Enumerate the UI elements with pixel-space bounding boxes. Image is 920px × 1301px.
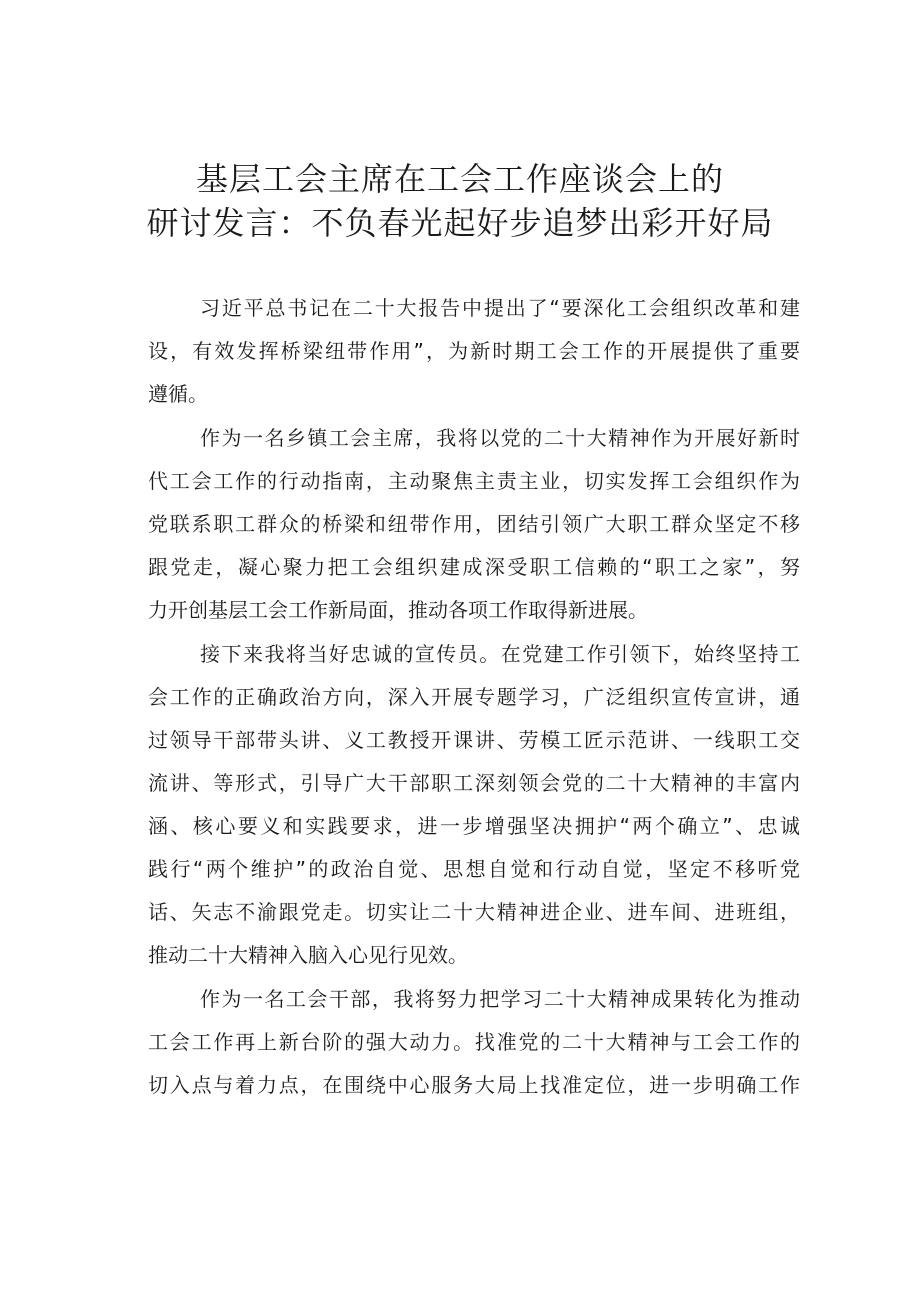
paragraph-2-line-3: 党联系职工群众的桥梁和纽带作用，团结引领广大职工群众坚定不移 (148, 512, 800, 536)
document-title-line-1: 基层工会主席在工会工作座谈会上的 (195, 160, 724, 198)
paragraph-1-line-2: 设，有效发挥桥梁纽带作用”，为新时期工会工作的开展提供了重要 (148, 339, 800, 363)
paragraph-4-line-2: 工会工作再上新台阶的强大动力。找准党的二十大精神与工会工作的 (148, 1030, 800, 1054)
paragraph-3-line-8: 推动二十大精神入脑入心见行见效。 (148, 943, 468, 967)
paragraph-2-line-4: 跟党走，凝心聚力把工会组织建成深受职工信赖的“职工之家”，努 (148, 555, 800, 579)
paragraph-3-line-7: 话、矢志不渝跟党走。切实让二十大精神进企业、进车间、进班组， (148, 900, 800, 924)
paragraph-4-line-3: 切入点与着力点，在围绕中心服务大局上找准定位，进一步明确工作 (148, 1073, 800, 1097)
paragraph-3-line-2: 会工作的正确政治方向，深入开展专题学习，广泛组织宣传宣讲，通 (148, 685, 800, 709)
paragraph-1-line-1: 习近平总书记在二十大报告中提出了“要深化工会组织改革和建 (200, 296, 800, 320)
paragraph-4-line-1: 作为一名工会干部，我将努力把学习二十大精神成果转化为推动 (200, 987, 800, 1011)
paragraph-2-line-5: 力开创基层工会工作新局面，推动各项工作取得新进展。 (148, 598, 648, 622)
document-title-line-2: 研讨发言：不负春光起好步追梦出彩开好局 (146, 204, 774, 242)
paragraph-3-line-4: 流讲、等形式，引导广大干部职工深刻领会党的二十大精神的丰富内 (148, 771, 800, 795)
paragraph-1-line-3: 遵循。 (148, 382, 208, 406)
paragraph-3-line-1: 接下来我将当好忠诚的宣传员。在党建工作引领下，始终坚持工 (200, 642, 800, 666)
paragraph-3-line-6: 践行“两个维护”的政治自觉、思想自觉和行动自觉，坚定不移听党 (148, 857, 800, 881)
paragraph-2-line-2: 代工会工作的行动指南，主动聚焦主责主业，切实发挥工会组织作为 (148, 469, 800, 493)
paragraph-3-line-5: 涵、核心要义和实践要求，进一步增强坚决拥护“两个确立”、忠诚 (148, 814, 800, 838)
paragraph-3-line-3: 过领导干部带头讲、义工教授开课讲、劳模工匠示范讲、一线职工交 (148, 728, 800, 752)
paragraph-2-line-1: 作为一名乡镇工会主席，我将以党的二十大精神作为开展好新时 (200, 426, 800, 450)
